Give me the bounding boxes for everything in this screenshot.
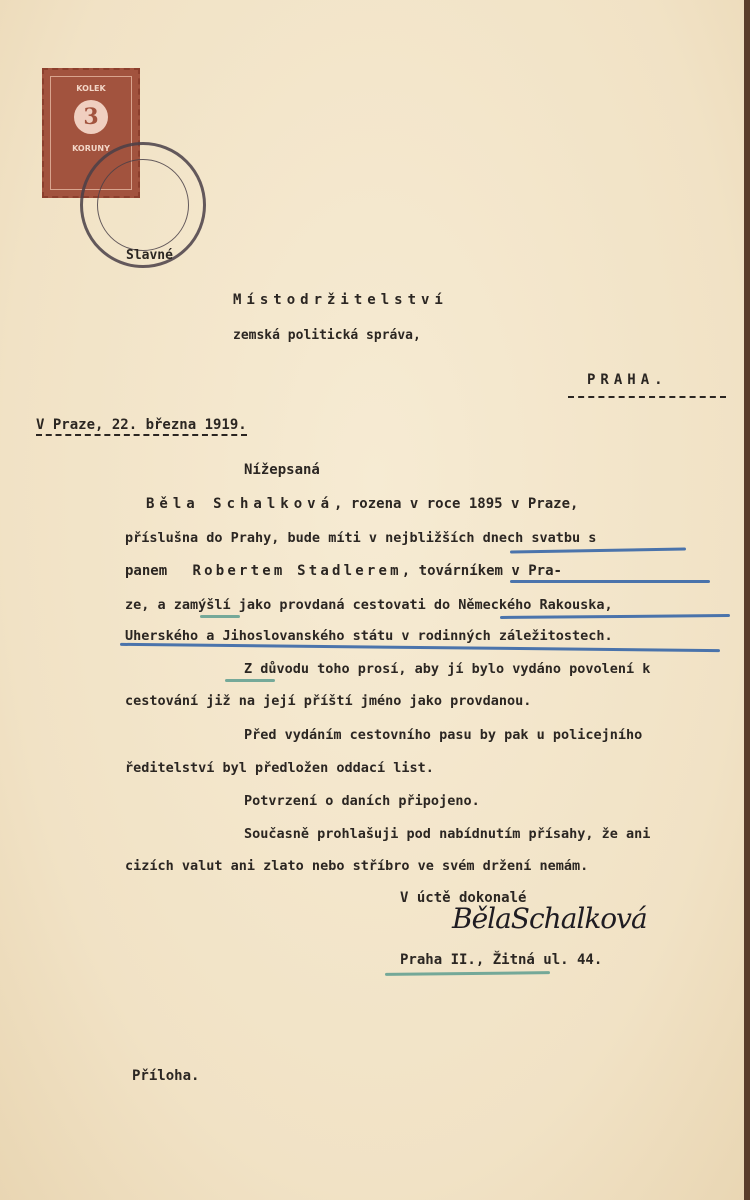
sender-address: Praha II., Žitná ul. 44. (400, 952, 603, 968)
seal-inner-ring (97, 159, 189, 251)
body-line-7: cestování již na její příští jméno jako provdanou. (125, 693, 532, 709)
applicant-name: Běla Schalková (146, 496, 335, 512)
pencil-mark (200, 615, 240, 618)
body-line-3c: , továrníkem v Pra- (401, 563, 562, 579)
closing: V úctě dokonalé (400, 890, 527, 906)
body-line-8: Před vydáním cestovního pasu by pak u policejního (244, 727, 643, 743)
body-line-11: Současně prohlašuji pod nabídnutím přísahy, že ani (244, 826, 651, 842)
body-line-4: ze, a zamýšlí jako provdaná cestovati do Německého Rakouska, (125, 597, 613, 613)
body-line-5: Uherského a Jihoslovanského státu v rodinných záležitostech. (125, 628, 613, 644)
applicant-birth: , rozena v roce 1895 v Praze, (334, 496, 579, 512)
page-edge (744, 0, 750, 1200)
body-line-3a: panem (125, 563, 168, 579)
pencil-underline (510, 580, 710, 583)
opening: Nížepsaná (244, 462, 320, 478)
recipient-department: zemská politická správa, (233, 328, 421, 343)
stamp-value: 3 (74, 100, 108, 134)
stamp-label-bottom: KORUNY (72, 144, 110, 153)
stamp-label-top: KOLEK (76, 84, 106, 93)
body-line-9: ředitelství byl předložen oddací list. (125, 760, 434, 776)
signature: BělaSchalková (452, 902, 647, 935)
body-line-12: cizích valut ani zlato nebo stříbro ve svém držení nemám. (125, 858, 589, 874)
body-line-6: Z důvodu toho prosí, aby jí bylo vydáno povolení k (244, 661, 651, 677)
recipient-city: PRAHA. (587, 372, 668, 388)
attachment-note: Příloha. (132, 1068, 200, 1084)
salutation: Slavné (126, 248, 173, 263)
body-line-3 (125, 563, 562, 579)
groom-name: Robertem Stadlerem (192, 563, 402, 579)
recipient-name: Místodržitelství (233, 292, 448, 308)
body-line-2: příslušna do Prahy, bude míti v nejbližších dnech svatbu s (125, 530, 597, 546)
pencil-mark (225, 679, 275, 682)
city-underline (568, 396, 726, 398)
dateline: V Praze, 22. března 1919. (36, 417, 247, 436)
body-line-10: Potvrzení o daních připojeno. (244, 793, 480, 809)
body-line-1 (146, 496, 578, 512)
